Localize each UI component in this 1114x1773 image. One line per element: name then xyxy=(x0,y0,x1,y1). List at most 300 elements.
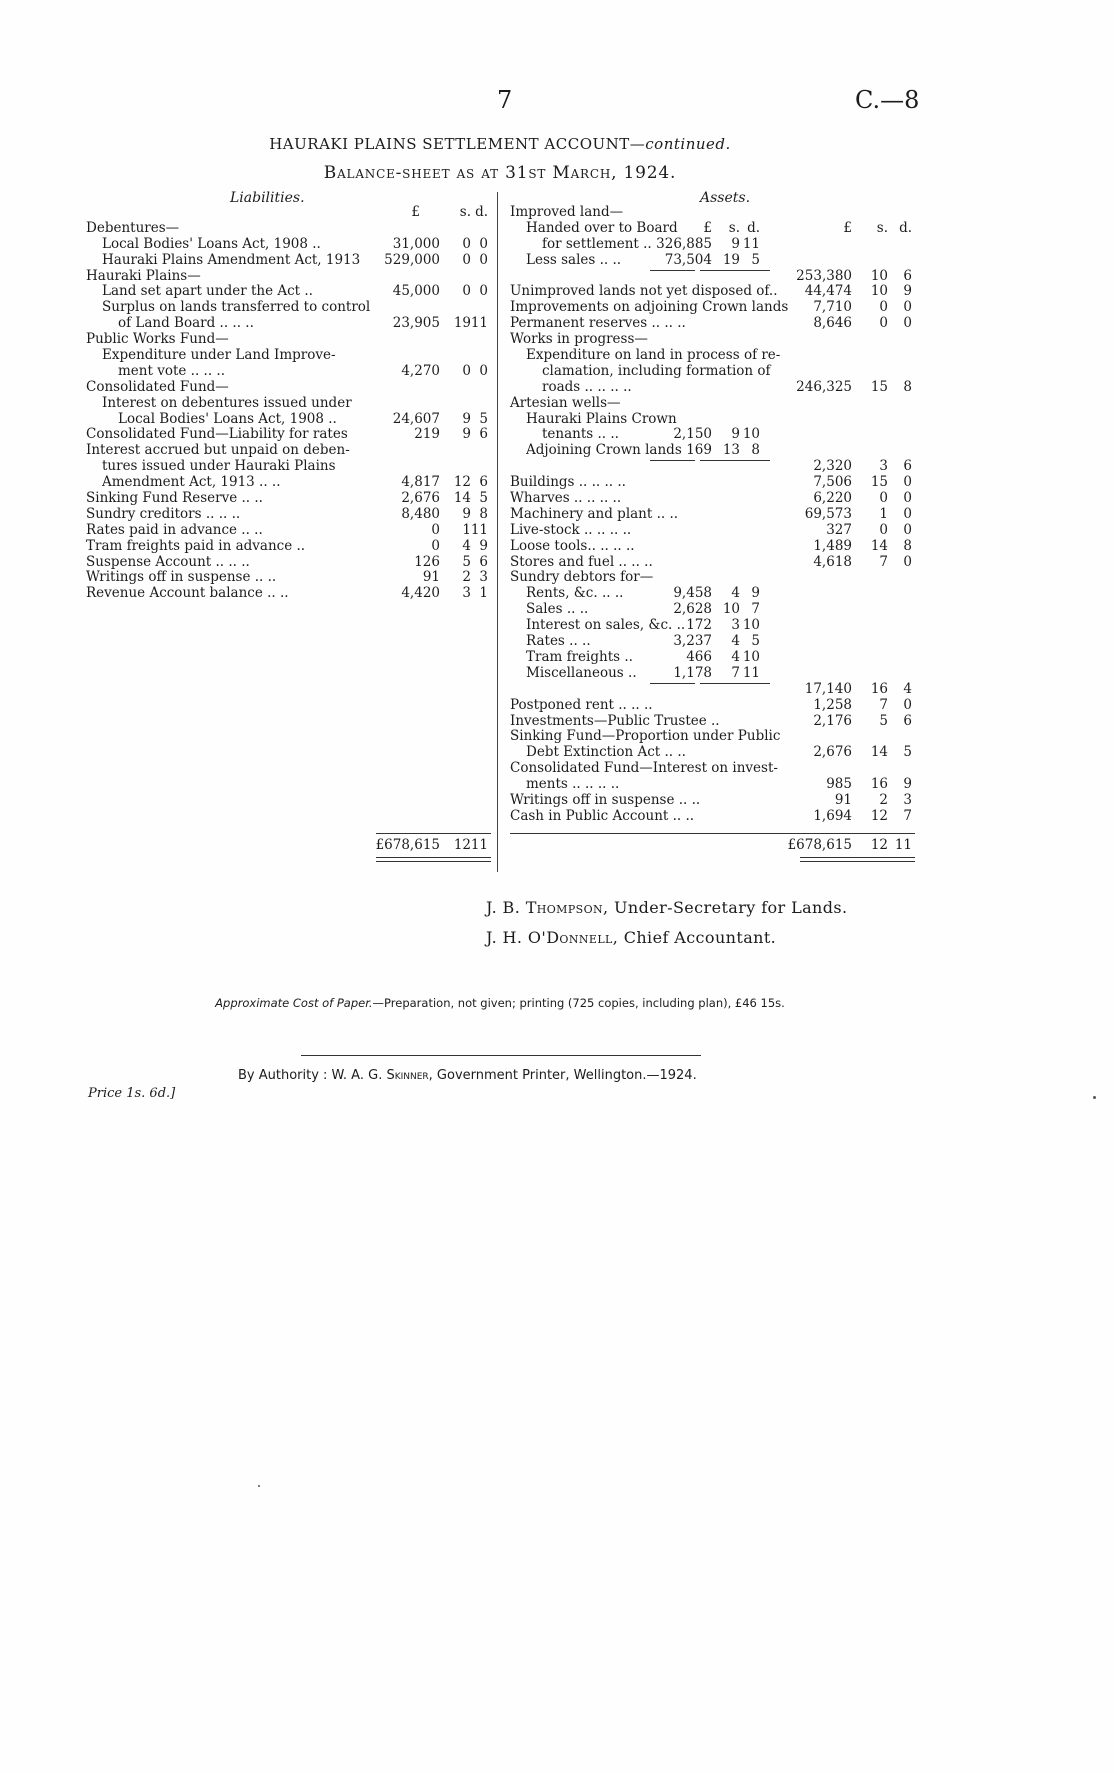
liability-row xyxy=(86,555,491,571)
pence-value: 0 xyxy=(903,505,912,522)
page-subtitle: Balance-sheet as at 31st March, 1924. xyxy=(323,163,677,183)
pounds-value: 44,474 xyxy=(804,283,852,300)
title-main: HAURAKI PLAINS SETTLEMENT ACCOUNT— xyxy=(269,135,646,153)
row-label: Less sales .. .. xyxy=(526,251,622,268)
pence-header: d. xyxy=(475,204,488,220)
pounds-value: 4,270 xyxy=(401,362,440,379)
liability-row xyxy=(86,269,491,285)
pence-value: 3 xyxy=(903,791,912,808)
pence-value: 8 xyxy=(479,505,488,522)
pounds-value: 1,489 xyxy=(813,537,852,554)
shillings-value: 14 xyxy=(453,490,471,507)
pence-value: d. xyxy=(899,219,912,236)
shillings-value: 0 xyxy=(462,283,471,300)
row-label: Unimproved lands not yet disposed of.. xyxy=(510,283,778,300)
row-label: Wharves .. .. .. .. xyxy=(510,490,622,507)
pence-value: 7 xyxy=(903,807,912,824)
inner-shillings-value: 3 xyxy=(731,617,740,634)
assets-total-row xyxy=(510,838,915,854)
asset-row xyxy=(510,412,915,428)
inner-pounds-value: 2,628 xyxy=(673,601,712,618)
pounds-value: 8,646 xyxy=(813,315,852,332)
row-label: roads .. .. .. .. xyxy=(542,378,632,395)
inner-pounds-value: 169 xyxy=(686,442,712,459)
signature-initials: J. H. xyxy=(486,928,528,947)
pounds-value: 1,694 xyxy=(813,807,852,824)
row-label: Consolidated Fund— xyxy=(86,378,229,395)
subtotal-rule xyxy=(700,460,770,461)
pence-value: 6 xyxy=(903,458,912,475)
title-continued: continued. xyxy=(645,135,731,153)
pence-value: 9 xyxy=(479,537,488,554)
liability-row xyxy=(86,523,491,539)
liability-row xyxy=(86,491,491,507)
row-label: Machinery and plant .. .. xyxy=(510,505,679,522)
row-label: Rates .. .. xyxy=(526,633,591,650)
inner-pence-value: 11 xyxy=(742,664,760,681)
pounds-value: 219 xyxy=(414,426,440,443)
asset-row xyxy=(510,284,915,300)
pounds-value: 4,420 xyxy=(401,585,440,602)
inner-shillings-value: 4 xyxy=(731,633,740,650)
pounds-value: 8,480 xyxy=(401,505,440,522)
pence-value: 0 xyxy=(479,362,488,379)
liability-row xyxy=(86,237,491,253)
liabilities-total-row xyxy=(86,838,491,854)
pounds-value: 253,380 xyxy=(796,267,852,284)
row-label: Investments—Public Trustee .. xyxy=(510,712,720,729)
pounds-value: 4,618 xyxy=(813,553,852,570)
asset-row xyxy=(510,221,915,237)
pounds-value: 6,220 xyxy=(813,490,852,507)
total-shillings: 12 xyxy=(870,837,888,853)
row-label: Miscellaneous .. xyxy=(526,664,637,681)
row-label: Interest accrued but unpaid on deben- xyxy=(86,442,350,459)
pounds-header: £ xyxy=(411,204,420,220)
row-label: of Land Board .. .. .. xyxy=(118,315,254,332)
pence-value: 6 xyxy=(479,474,488,491)
shillings-value: 12 xyxy=(870,807,888,824)
asset-row xyxy=(510,634,915,650)
shillings-value: 16 xyxy=(870,680,888,697)
inner-pence-value: d. xyxy=(747,219,760,236)
pence-value: 6 xyxy=(903,712,912,729)
row-label: Sinking Fund Reserve .. .. xyxy=(86,490,263,507)
liabilities-currency-header xyxy=(86,205,491,221)
liability-row xyxy=(86,570,491,586)
row-label: Expenditure under Land Improve- xyxy=(102,347,336,364)
subtotal-rule xyxy=(650,460,695,461)
asset-row xyxy=(510,459,915,475)
asset-row xyxy=(510,570,915,586)
shillings-value: 9 xyxy=(462,505,471,522)
pounds-value: 327 xyxy=(826,521,852,538)
inner-pounds-value: 2,150 xyxy=(673,426,712,443)
row-label: Writings off in suspense .. .. xyxy=(510,791,701,808)
signature-title: , Under-Secretary for Lands. xyxy=(603,898,848,917)
inner-pence-value: 7 xyxy=(751,601,760,618)
row-label: Debentures— xyxy=(86,219,180,236)
pence-value: 3 xyxy=(479,569,488,586)
row-label: Revenue Account balance .. .. xyxy=(86,585,289,602)
pounds-value: 0 xyxy=(431,521,440,538)
inner-pence-value: 10 xyxy=(742,617,760,634)
row-label: Sales .. .. xyxy=(526,601,589,618)
pounds-value: 45,000 xyxy=(392,283,440,300)
inner-shillings-value: 7 xyxy=(731,664,740,681)
shillings-value: 12 xyxy=(453,474,471,491)
row-label: ments .. .. .. .. xyxy=(526,776,620,793)
shillings-value: 15 xyxy=(870,474,888,491)
asset-row xyxy=(510,761,915,777)
pence-value: 8 xyxy=(903,537,912,554)
imprint-name: Skinner xyxy=(386,1068,429,1083)
asset-row xyxy=(510,793,915,809)
row-label: Improvements on adjoining Crown lands xyxy=(510,299,789,316)
inner-pounds-value: 172 xyxy=(686,617,712,634)
shillings-value: s. xyxy=(876,219,888,236)
shillings-value: 7 xyxy=(879,553,888,570)
asset-row xyxy=(510,332,915,348)
pence-value: 11 xyxy=(470,315,488,332)
liability-row xyxy=(86,348,491,364)
pence-value: 6 xyxy=(479,553,488,570)
inner-shillings-value: 13 xyxy=(722,442,740,459)
pounds-value: 24,607 xyxy=(392,410,440,427)
pence-value: 8 xyxy=(903,378,912,395)
pence-value: 9 xyxy=(903,776,912,793)
imprint-suffix: , Government Printer, Wellington.—1924. xyxy=(428,1068,697,1083)
row-label: Interest on sales, &c. .. xyxy=(526,617,686,634)
document-reference: C.—8 xyxy=(855,86,920,114)
row-label: Surplus on lands transferred to control xyxy=(102,299,371,316)
row-label: clamation, including formation of xyxy=(542,362,771,379)
pence-value: 0 xyxy=(479,251,488,268)
asset-row xyxy=(510,380,915,396)
stray-mark xyxy=(1093,1096,1096,1099)
pounds-value: 2,676 xyxy=(813,744,852,761)
pounds-value: 0 xyxy=(431,537,440,554)
asset-row xyxy=(510,507,915,523)
asset-row xyxy=(510,348,915,364)
asset-row xyxy=(510,491,915,507)
row-label: Hauraki Plains Amendment Act, 1913 xyxy=(102,251,361,268)
shillings-value: 7 xyxy=(879,696,888,713)
pence-value: 5 xyxy=(903,744,912,761)
footer-rule xyxy=(301,1055,701,1056)
pence-value: 0 xyxy=(479,235,488,252)
liability-row xyxy=(86,253,491,269)
liability-row xyxy=(86,475,491,491)
row-label: Expenditure on land in process of re- xyxy=(526,347,781,364)
pence-value: 0 xyxy=(903,299,912,316)
shillings-header: s. xyxy=(459,204,471,220)
row-label: ment vote .. .. .. xyxy=(118,362,225,379)
row-label: Live-stock .. .. .. .. xyxy=(510,521,632,538)
asset-row xyxy=(510,427,915,443)
row-label: tures issued under Hauraki Plains xyxy=(102,458,336,475)
shillings-value: 10 xyxy=(870,283,888,300)
row-label: Suspense Account .. .. .. xyxy=(86,553,250,570)
shillings-value: 0 xyxy=(462,362,471,379)
pounds-value: 1,258 xyxy=(813,696,852,713)
asset-row xyxy=(510,745,915,761)
asset-row xyxy=(510,237,915,253)
inner-pounds-value: £ xyxy=(703,219,712,236)
asset-row xyxy=(510,443,915,459)
row-label: Hauraki Plains— xyxy=(86,267,201,284)
row-label: Amendment Act, 1913 .. .. xyxy=(102,474,281,491)
assets-table xyxy=(510,204,915,853)
pounds-value: 4,817 xyxy=(401,474,440,491)
printer-imprint xyxy=(238,1068,697,1083)
pounds-value: 246,325 xyxy=(796,378,852,395)
shillings-value: 3 xyxy=(879,458,888,475)
pence-value: 0 xyxy=(903,553,912,570)
pence-value: 0 xyxy=(903,315,912,332)
row-label: Local Bodies' Loans Act, 1908 .. xyxy=(118,410,337,427)
asset-row xyxy=(510,698,915,714)
asset-row xyxy=(510,269,915,285)
shillings-value: 0 xyxy=(879,490,888,507)
shillings-value: 0 xyxy=(462,251,471,268)
pounds-value: £ xyxy=(843,219,852,236)
row-label: Tram freights paid in advance .. xyxy=(86,537,306,554)
row-label: Rents, &c. .. .. xyxy=(526,585,624,602)
liability-row xyxy=(86,364,491,380)
asset-row xyxy=(510,253,915,269)
pounds-value: 529,000 xyxy=(384,251,440,268)
row-label: Rates paid in advance .. .. xyxy=(86,521,263,538)
inner-pence-value: 10 xyxy=(742,426,760,443)
asset-row xyxy=(510,650,915,666)
shillings-value: 2 xyxy=(879,791,888,808)
liabilities-double-rule xyxy=(376,857,491,862)
asset-row xyxy=(510,205,915,221)
row-label: Tram freights .. xyxy=(526,648,633,665)
liability-row xyxy=(86,427,491,443)
shillings-value: 10 xyxy=(870,267,888,284)
row-label: Loose tools.. .. .. .. xyxy=(510,537,635,554)
total-shillings: 12 xyxy=(453,837,471,853)
pence-value: 9 xyxy=(903,283,912,300)
asset-row xyxy=(510,539,915,555)
row-label: Public Works Fund— xyxy=(86,331,229,348)
shillings-value: 9 xyxy=(462,410,471,427)
inner-pence-value: 5 xyxy=(751,633,760,650)
row-label: Sinking Fund—Proportion under Public xyxy=(510,728,781,745)
subtotal-rule xyxy=(650,683,695,684)
shillings-value: 0 xyxy=(462,235,471,252)
shillings-value: 0 xyxy=(879,299,888,316)
asset-row xyxy=(510,714,915,730)
inner-pounds-value: 326,885 xyxy=(656,235,712,252)
row-label: Improved land— xyxy=(510,204,624,220)
row-label: Cash in Public Account .. .. xyxy=(510,807,695,824)
shillings-value: 3 xyxy=(462,585,471,602)
liabilities-heading: Liabilities. xyxy=(230,190,305,206)
row-label: Permanent reserves .. .. .. xyxy=(510,315,686,332)
asset-row xyxy=(510,809,915,825)
shillings-value: 14 xyxy=(870,744,888,761)
signature-chief-accountant xyxy=(486,928,776,947)
signature-name: Thompson xyxy=(525,898,604,917)
shillings-value: 5 xyxy=(879,712,888,729)
row-label: Consolidated Fund—Liability for rates xyxy=(86,426,348,443)
total-pence: 11 xyxy=(894,837,912,853)
shillings-value: 1 xyxy=(462,521,471,538)
inner-pence-value: 11 xyxy=(742,235,760,252)
liability-row xyxy=(86,459,491,475)
asset-row xyxy=(510,364,915,380)
row-label: Local Bodies' Loans Act, 1908 .. xyxy=(102,235,321,252)
pence-value: 5 xyxy=(479,410,488,427)
asset-row xyxy=(510,666,915,682)
signature-under-secretary xyxy=(486,898,848,917)
shillings-value: 9 xyxy=(462,426,471,443)
column-divider xyxy=(497,192,498,872)
inner-pounds-value: 3,237 xyxy=(673,633,712,650)
inner-shillings-value: s. xyxy=(728,219,740,236)
liability-row xyxy=(86,316,491,332)
liability-row xyxy=(86,586,491,602)
inner-pounds-value: 1,178 xyxy=(673,664,712,681)
row-label: Interest on debentures issued under xyxy=(102,394,352,411)
row-label: Works in progress— xyxy=(510,331,648,348)
row-label: Sundry debtors for— xyxy=(510,569,654,586)
subtotal-rule xyxy=(700,683,770,684)
footnote-label: Approximate Cost of Paper. xyxy=(215,996,373,1010)
row-label: tenants .. .. xyxy=(542,426,619,443)
pence-value: 0 xyxy=(903,696,912,713)
shillings-value: 14 xyxy=(870,537,888,554)
asset-row xyxy=(510,729,915,745)
inner-pounds-value: 73,504 xyxy=(664,251,712,268)
shillings-value: 0 xyxy=(879,521,888,538)
signature-name: O'Donnell xyxy=(527,928,613,947)
shillings-value: 0 xyxy=(879,315,888,332)
pounds-value: 91 xyxy=(422,569,440,586)
pounds-value: 17,140 xyxy=(804,680,852,697)
assets-double-rule xyxy=(800,857,915,862)
row-label: Postponed rent .. .. .. xyxy=(510,696,653,713)
row-label: Hauraki Plains Crown xyxy=(526,410,677,427)
subtotal-rule xyxy=(700,270,770,271)
pounds-value: 69,573 xyxy=(804,505,852,522)
shillings-value: 4 xyxy=(462,537,471,554)
page-title xyxy=(0,135,1000,153)
pounds-value: 7,506 xyxy=(813,474,852,491)
liability-row xyxy=(86,539,491,555)
liability-row xyxy=(86,412,491,428)
inner-pence-value: 10 xyxy=(742,648,760,665)
pounds-value: 2,320 xyxy=(813,458,852,475)
asset-row xyxy=(510,682,915,698)
pounds-value: 2,176 xyxy=(813,712,852,729)
inner-shillings-value: 10 xyxy=(722,601,740,618)
shillings-value: 16 xyxy=(870,776,888,793)
pounds-value: 2,676 xyxy=(401,490,440,507)
pence-value: 6 xyxy=(903,267,912,284)
liability-row xyxy=(86,284,491,300)
pounds-value: 23,905 xyxy=(392,315,440,332)
asset-row xyxy=(510,777,915,793)
price-note: Price 1s. 6d.] xyxy=(88,1086,176,1101)
assets-heading: Assets. xyxy=(700,190,751,206)
stray-mark xyxy=(258,1485,260,1487)
pence-value: 0 xyxy=(903,474,912,491)
pounds-value: 126 xyxy=(414,553,440,570)
shillings-value: 1 xyxy=(879,505,888,522)
pence-value: 6 xyxy=(479,426,488,443)
pounds-value: 91 xyxy=(834,791,852,808)
liability-row xyxy=(86,507,491,523)
pence-value: 0 xyxy=(479,283,488,300)
inner-shillings-value: 19 xyxy=(722,251,740,268)
pence-value: 0 xyxy=(903,521,912,538)
liability-row xyxy=(86,380,491,396)
subtotal-rule xyxy=(650,270,695,271)
pounds-value: 7,710 xyxy=(813,299,852,316)
inner-shillings-value: 9 xyxy=(731,426,740,443)
liability-row xyxy=(86,332,491,348)
liabilities-total-rule xyxy=(376,833,491,834)
inner-pounds-value: 9,458 xyxy=(673,585,712,602)
pence-value: 1 xyxy=(479,585,488,602)
asset-row xyxy=(510,396,915,412)
pence-value: 4 xyxy=(903,680,912,697)
inner-shillings-value: 9 xyxy=(731,235,740,252)
inner-pence-value: 8 xyxy=(751,442,760,459)
inner-shillings-value: 4 xyxy=(731,648,740,665)
cost-footnote xyxy=(0,996,1000,1010)
pounds-value: 985 xyxy=(826,776,852,793)
inner-pence-value: 5 xyxy=(751,251,760,268)
shillings-value: 5 xyxy=(462,553,471,570)
footnote-text: —Preparation, not given; printing (725 copies, including plan), £46 15s. xyxy=(372,996,785,1010)
pounds-value: 31,000 xyxy=(392,235,440,252)
asset-row xyxy=(510,586,915,602)
pence-value: 5 xyxy=(479,490,488,507)
row-label: Artesian wells— xyxy=(510,394,621,411)
signature-title: , Chief Accountant. xyxy=(612,928,777,947)
inner-shillings-value: 4 xyxy=(731,585,740,602)
liability-row xyxy=(86,300,491,316)
row-label: Buildings .. .. .. .. xyxy=(510,474,626,491)
signature-initials: J. B. xyxy=(486,898,526,917)
asset-row xyxy=(510,316,915,332)
total-pounds: £678,615 xyxy=(787,837,852,853)
pence-value: 0 xyxy=(903,490,912,507)
row-label: Consolidated Fund—Interest on invest- xyxy=(510,760,778,777)
row-label: Stores and fuel .. .. .. xyxy=(510,553,653,570)
page-number: 7 xyxy=(497,86,513,114)
inner-pounds-value: 466 xyxy=(686,648,712,665)
row-label: Adjoining Crown lands xyxy=(526,442,682,459)
total-pence: 11 xyxy=(470,837,488,853)
liabilities-table xyxy=(86,204,491,853)
liability-row xyxy=(86,221,491,237)
asset-row xyxy=(510,523,915,539)
row-label: Writings off in suspense .. .. xyxy=(86,569,277,586)
row-label: for settlement .. xyxy=(542,235,652,252)
shillings-value: 19 xyxy=(453,315,471,332)
shillings-value: 15 xyxy=(870,378,888,395)
total-pounds: £678,615 xyxy=(375,837,440,853)
pence-value: 11 xyxy=(470,521,488,538)
asset-row xyxy=(510,618,915,634)
shillings-value: 2 xyxy=(462,569,471,586)
